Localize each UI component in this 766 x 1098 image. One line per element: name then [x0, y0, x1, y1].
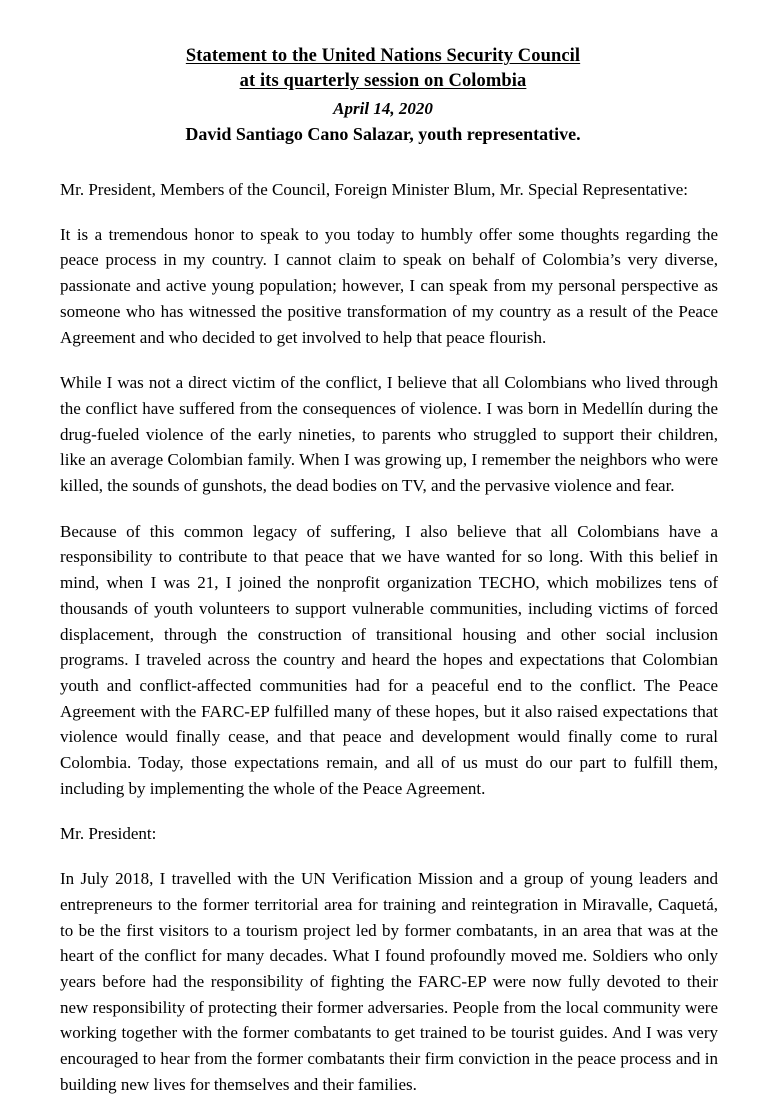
- salutation-paragraph: Mr. President, Members of the Council, Foreign Minister Blum, Mr. Special Representative:: [60, 180, 688, 199]
- body-paragraph: While I was not a direct victim of the conflict, I believe that all Colombians who lived through the conflict have suffered from the consequences of violence. I was born in Medellín during the drug-fueled violence of the early nineties, to parents who struggled to support their children, like an average Colombian family. When I was growing up, I remember the neighbors who were killed, the sounds of gunshots, the dead bodies on TV, and the pervasive violence and fear.: [60, 373, 718, 496]
- salutation-paragraph: Mr. President:: [60, 824, 157, 844]
- document-date: April 14, 2020: [333, 99, 433, 118]
- document-title-line-2: at its quarterly session on Colombia: [239, 71, 527, 91]
- body-paragraph: It is a tremendous honor to speak to you today to humbly offer some thoughts regarding the peace process in my country. I cannot claim to speak on behalf of Colombia’s very diverse, passionate and active young population; however, I can speak from my personal perspective as someone who has witnessed the positive transformation of my country as a result of the Peace Agreement and who decided to get involved to help that peace flourish.: [60, 224, 718, 347]
- body-paragraph: In July 2018, I travelled with the UN Verification Mission and a group of young leaders and entrepreneurs to the former territorial area for training and reintegration in Miravalle, Caquetá, to be the first visitors to a tourism project led by former combatants, in an area that was at the heart of the conflict for many decades. What I found profoundly moved me. Soldiers who only years before had the responsibility of fighting the FARC-EP were now fully devoted to their new responsibility of protecting their former adversaries. People from the local community were working together with the former combatants to get trained to be tourist guides. And I was very encouraged to hear from the former combatants their firm conviction in the peace process and in building new lives for themselves and their families.: [60, 869, 718, 1094]
- body-paragraph: Because of this common legacy of suffering, I also believe that all Colombians have a responsibility to contribute to that peace that we have wanted for so long. With this belief in mind, when I was 21, I joined the nonprofit organization TECHO, which mobilizes tens of thousands of youth volunteers to support vulnerable communities, including victims of forced displacement, through the construction of transitional housing and other social inclusion programs. I traveled across the country and heard the hopes and expectations that Colombian youth and conflict-affected communities had for a peaceful end to the conflict. The Peace Agreement with the FARC-EP fulfilled many of these hopes, but it also raised expectations that violence would finally cease, and that peace and development would finally come to rural Colombia. Today, those expectations remain, and all of us must do our part to fulfill them, including by implementing the whole of the Peace Agreement.: [60, 521, 718, 798]
- document-header: [0, 0, 766, 147]
- document-title-line-1: Statement to the United Nations Security Council: [185, 46, 581, 66]
- document-body: [0, 177, 766, 1098]
- document-author: David Santiago Cano Salazar, youth representative.: [185, 124, 581, 144]
